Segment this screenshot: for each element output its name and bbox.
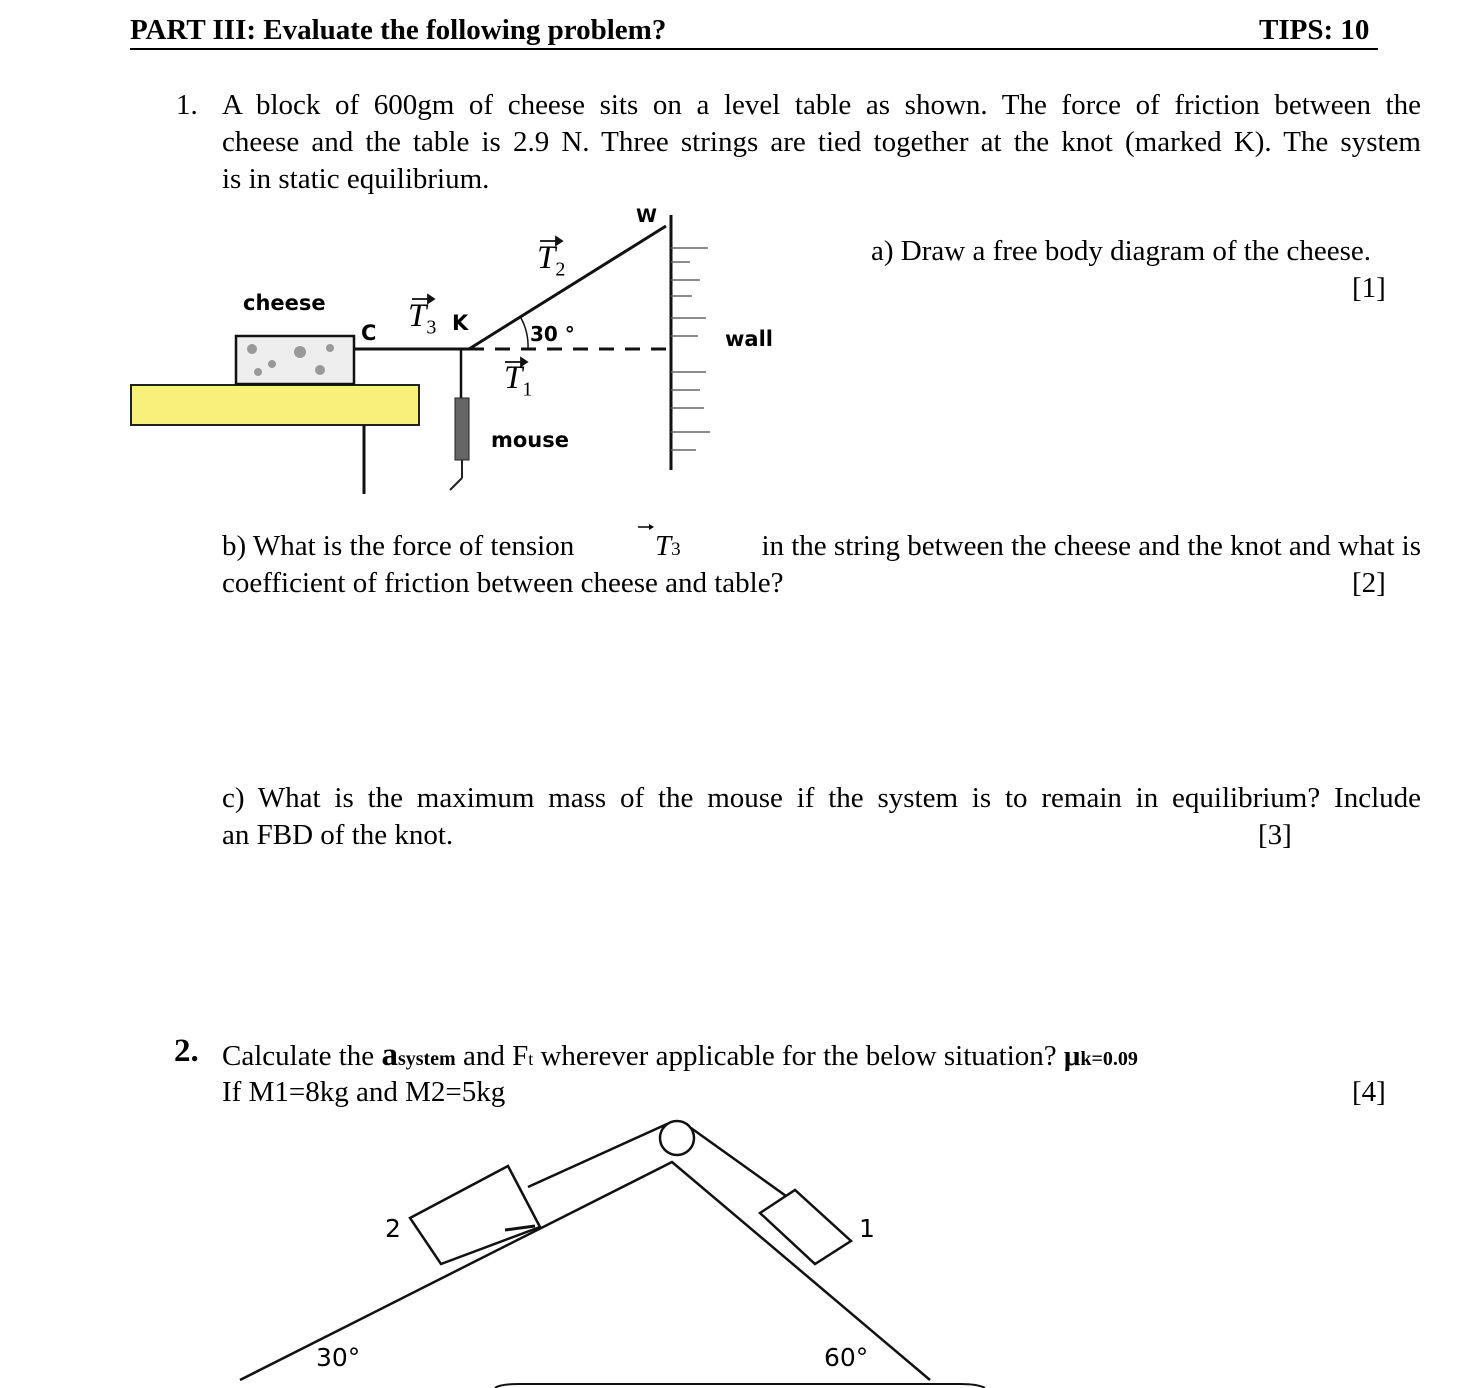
label-k: K	[452, 311, 469, 335]
label-block-2: 2	[385, 1214, 401, 1243]
q1b-line-1	[222, 528, 1421, 568]
q2-line-2: If M1=8kg and M2=5kg	[222, 1076, 506, 1108]
label-t3: $T_3$	[408, 298, 437, 339]
angle-arc	[521, 318, 528, 349]
q1b-vector: T3	[655, 530, 681, 562]
q1-line-3: is in static equilibrium.	[222, 163, 490, 195]
q2-line-1: Calculate the asystem and Ft wherever applicable for the below situation? μk=0.09	[222, 1037, 1138, 1073]
label-angle: 30 °	[530, 322, 575, 346]
header-underline	[130, 48, 1378, 50]
q1a-text: a) Draw a free body diagram of the cheese.	[871, 235, 1371, 267]
label-angle-30: 30°	[316, 1343, 361, 1372]
label-c: C	[361, 321, 377, 345]
string-block2	[528, 1124, 667, 1187]
label-t1: $T_1$	[504, 360, 533, 401]
table-top	[131, 385, 419, 425]
q1b-pre: b) What is the force of tension	[222, 530, 575, 562]
q1c-line-1: c) What is the maximum mass of the mouse if the system is to remain in equilibrium? Include	[222, 782, 1421, 814]
label-angle-60: 60°	[824, 1343, 869, 1372]
label-w: W	[636, 205, 657, 227]
part-title: PART III: Evaluate the following problem?	[130, 14, 667, 46]
q1b-vector-arrow	[636, 522, 656, 532]
label-mouse: mouse	[491, 428, 570, 452]
q1-number: 1.	[176, 89, 198, 121]
base-line	[495, 1384, 985, 1388]
q1-line-2: cheese and the table is 2.9 N. Three strings are tied together at the knot (marked K). The system	[222, 126, 1421, 158]
label-cheese: cheese	[243, 291, 326, 315]
q1b-line-2: coefficient of friction between cheese and table?	[222, 567, 784, 599]
q1a-marks: [1]	[1352, 272, 1386, 304]
cheese-block	[236, 336, 354, 384]
block-1	[760, 1190, 851, 1264]
label-block-1: 1	[859, 1214, 875, 1243]
label-wall: wall	[725, 327, 773, 351]
q1c-marks: [3]	[1258, 819, 1292, 851]
block-2	[410, 1166, 540, 1264]
tips-label: TIPS: 10	[1259, 14, 1370, 46]
q1c-line-2: an FBD of the knot.	[222, 819, 454, 851]
q1b-marks: [2]	[1352, 567, 1386, 599]
q1b-post: in the string between the cheese and the knot and what is	[761, 530, 1421, 562]
q2-number: 2.	[174, 1033, 199, 1069]
mouse-figure	[450, 398, 469, 490]
q1-line-1: A block of 600gm of cheese sits on a level table as shown. The force of friction between the	[222, 89, 1421, 121]
string-block1	[691, 1128, 800, 1206]
q2-marks: [4]	[1352, 1076, 1386, 1108]
wall-hatch	[671, 248, 710, 450]
label-t2: $T_2$	[537, 240, 566, 281]
